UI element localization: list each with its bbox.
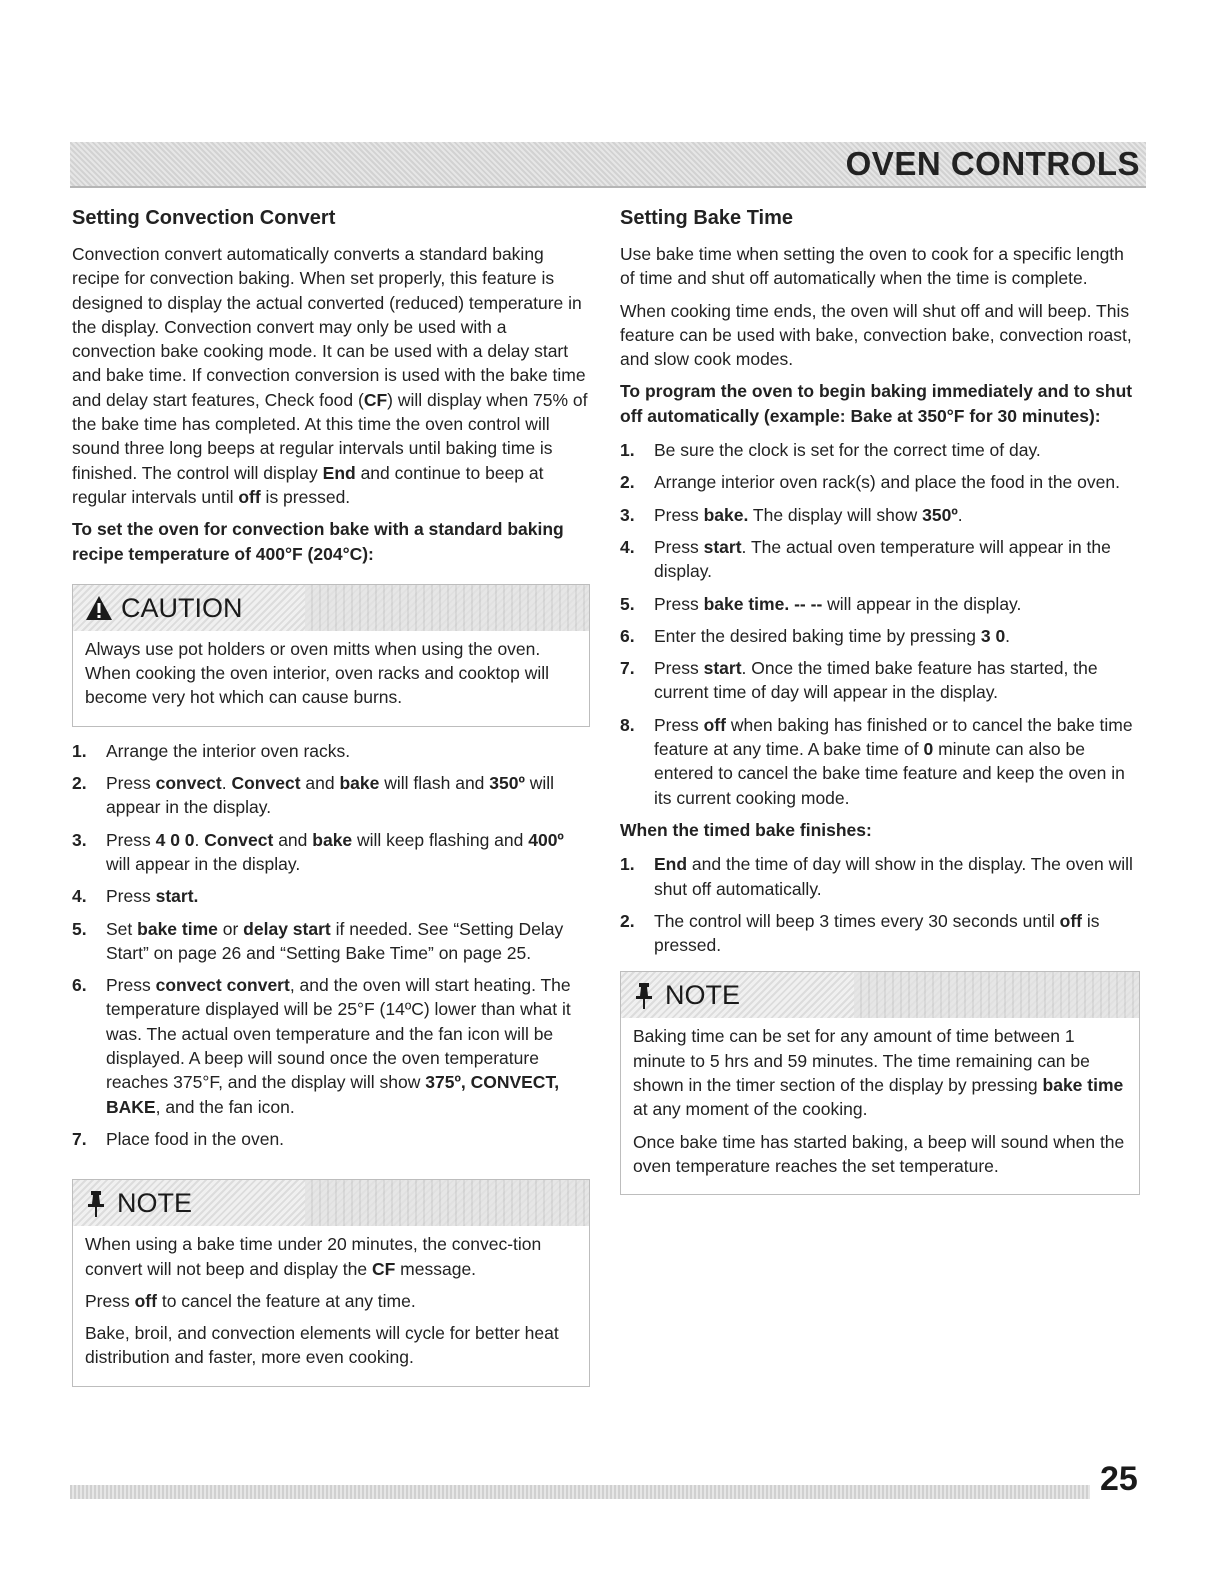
convection-convert-instruction: To set the oven for convection bake with a standard baking recipe temperature of 400°F (204°C): [72, 519, 564, 564]
caution-text: Always use pot holders or oven mitts when using the oven. When cooking the oven interior, oven racks and cooktop will become very hot which can cause burns. [85, 638, 550, 708]
pushpin-icon [633, 982, 657, 1010]
timed-bake-heading: When the timed bake finishes: [620, 819, 872, 840]
caution-title: CAUTION [121, 592, 243, 623]
note-title: NOTE [665, 980, 741, 1011]
note-title: NOTE [117, 1188, 193, 1219]
bake-time-steps [620, 438, 1140, 810]
list-item: 7. Press start. Once the timed bake feature has started, the current time of day will appear in the display. [620, 658, 1098, 703]
note-paragraph: Bake, broil, and convection elements will cycle for better heat distribution and faster, more even cooking. [85, 1323, 559, 1368]
left-column [72, 207, 590, 1399]
pushpin-icon [85, 1190, 109, 1218]
bake-time-instruction: To program the oven to begin baking immediately and to shut off automatically (example: Bake at 350°F for 30 minutes): [620, 381, 1133, 426]
list-item: 2. Arrange interior oven rack(s) and place the food in the oven. [620, 472, 1120, 493]
list-item: 6. Enter the desired baking time by pressing 3 0. [620, 625, 1011, 646]
list-item: 4. Press start. The actual oven temperature will appear in the display. [620, 536, 1111, 582]
list-item: 7. Place food in the oven. [72, 1128, 285, 1149]
note-box-right [620, 971, 1140, 1195]
note-box-left [72, 1179, 590, 1386]
convection-convert-heading: Setting Convection Convert [72, 207, 336, 229]
note-paragraph: Once bake time has started baking, a beep will sound when the oven temperature reaches the set temperature. [633, 1131, 1125, 1176]
list-item: 4. Press start. [72, 886, 199, 907]
list-item: 6. Press convect convert, and the oven will start heating. The temperature displayed will be 25°F (14ºC) lower than what it was. The actual oven temperature and the fan icon will be displayed. A beep will sound once the oven temperature reaches 375°F, and the display will show 375º, CONVECT, BAKE, and the fan icon. [72, 975, 571, 1117]
convection-convert-steps [72, 739, 590, 1151]
right-column [620, 207, 1140, 1207]
list-item: 5. Press bake time. -- -- will appear in the display. [620, 593, 1022, 614]
list-item: 3. Press 4 0 0. Convect and bake will keep flashing and 400º will appear in the display. [72, 829, 564, 874]
warning-triangle-icon [85, 595, 113, 621]
list-item: 1. Arrange the interior oven racks. [72, 740, 351, 761]
caution-header [73, 585, 589, 631]
convection-convert-intro: Convection convert automatically converts a standard baking recipe for convection baking. When set properly, this feature is designed to display the actual converted (reduced) temperature in the display. Convection convert may only be used with a convection bake cooking mode. It can be used with a delay start and bake time. If convection conversion is used with the bake time and delay start features, Check food (CF) will display when 75% of the bake time has completed. At this time the oven control will sound three long beeps at regular intervals until baking time is finished. The control will display End and continue to beep at regular intervals until off is pressed. [72, 244, 588, 507]
list-item: 3. Press bake. The display will show 350º. [620, 504, 963, 525]
note-paragraph: When using a bake time under 20 minutes, the convec-tion convert will not beep and display the CF message. [85, 1234, 542, 1279]
caution-box [72, 584, 590, 727]
note-header [621, 972, 1139, 1018]
page-number: 25 [1100, 1460, 1138, 1498]
bake-time-description: When cooking time ends, the oven will shut off and will beep. This feature can be used with bake, convection bake, convection roast, and slow cook modes. [620, 300, 1132, 370]
bake-time-heading: Setting Bake Time [620, 207, 794, 229]
list-item: 2. The control will beep 3 times every 30 seconds until off is pressed. [620, 910, 1100, 956]
note-paragraph: Baking time can be set for any amount of time between 1 minute to 5 hrs and 59 minutes. The time remaining can be shown in the timer section of the display by pressing bake time at any moment of the cooking. [633, 1026, 1124, 1120]
section-title: OVEN CONTROLS [845, 145, 1140, 182]
list-item: 1. Be sure the clock is set for the correct time of day. [620, 440, 1041, 461]
list-item: 1. End and the time of day will show in the display. The oven will shut off automatically. [620, 854, 1133, 899]
note-paragraph: Press off to cancel the feature at any time. [85, 1290, 416, 1311]
list-item: 8. Press off when baking has finished or to cancel the bake time feature at any time. A bake time of 0 minute can also be entered to cancel the bake time feature and keep the oven in its current cooking mode. [620, 714, 1133, 808]
footer-bar [70, 1485, 1090, 1499]
timed-bake-steps [620, 852, 1140, 957]
list-item: 5. Set bake time or delay start if needed. See “Setting Delay Start” on page 26 and “Setting Bake Time” on page 25. [72, 918, 564, 963]
note-header [73, 1180, 589, 1226]
bake-time-intro: Use bake time when setting the oven to cook for a specific length of time and shut off automatically when the time is complete. [620, 244, 1124, 289]
list-item: 2. Press convect. Convect and bake will flash and 350º will appear in the display. [72, 773, 555, 818]
section-header-bar [70, 142, 1146, 188]
